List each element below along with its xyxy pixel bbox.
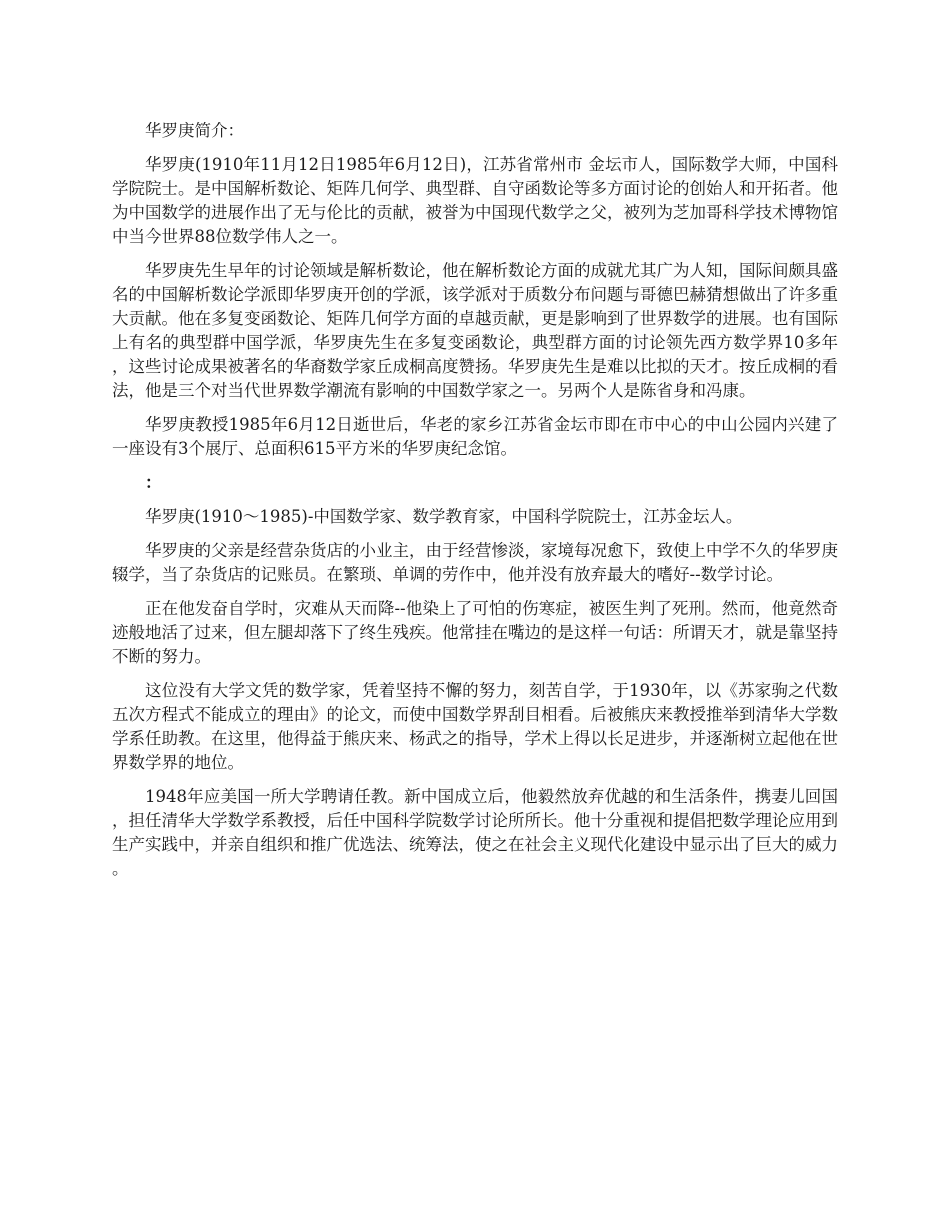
paragraph-short-bio: 华罗庚(1910～1985)-中国数学家、数学教育家，中国科学院院士，江苏金坛人。: [145, 507, 743, 526]
paragraph-biography-summary: 华罗庚(1910年11月12日1985年6月12日)，江苏省常州市 金坛市人，国际数学大师，中国科学院院士。是中国解析数论、矩阵几何学、典型群、自守函数论等多方面讨论的创始人和开拓者。他为中国数学的进展作出了无与伦比的贡献，被誉为中国现代数学之父，被列为芝加哥科学技术博物馆中当今世界88位数学伟人之一。: [112, 155, 838, 246]
paragraph-self-study: 这位没有大学文凭的数学家，凭着坚持不懈的努力，刻苦自学，于1930年，以《苏家驹之代数五次方程式不能成立的理由》的论文，而使中国数学界刮目相看。后被熊庆来教授推举到清华大学数学系任助教。在这里，他得益于熊庆来、杨武之的指导，学术上得以长足进步，并逐渐树立起他在世界数学界的地位。: [112, 681, 838, 772]
document-body: [112, 119, 838, 891]
paragraph-research-field: 华罗庚先生早年的讨论领域是解析数论，他在解析数论方面的成就尤其广为人知，国际间颇具盛名的中国解析数论学派即华罗庚开创的学派，该学派对于质数分布问题与哥德巴赫猜想做出了许多重大贡献。他在多复变函数论、矩阵几何学方面的卓越贡献，更是影响到了世界数学的进展。也有国际上有名的典型群中国学派，华罗庚先生在多复变函数论，典型群方面的讨论领先西方数学界10多年，这些讨论成果被著名的华裔数学家丘成桐高度赞扬。华罗庚先生是难以比拟的天才。按丘成桐的看法，他是三个对当代世界数学潮流有影响的中国数学家之一。另两个人是陈省身和冯康。: [112, 261, 838, 400]
paragraph-early-life: 华罗庚的父亲是经营杂货店的小业主，由于经营惨淡，家境每况愈下，致使上中学不久的华罗庚辍学，当了杂货店的记账员。在繁琐、单调的劳作中，他并没有放弃最大的嗜好--数学讨论。: [112, 541, 838, 584]
paragraph-intro-heading: 华罗庚简介：: [145, 121, 244, 140]
paragraph-colon: ：: [145, 473, 162, 492]
paragraph-return-to-china: 1948年应美国一所大学聘请任教。新中国成立后，他毅然放弃优越的和生活条件，携妻儿回国，担任清华大学数学系教授，后任中国科学院数学讨论所所长。他十分重视和提倡把数学理论应用到生产实践中，并亲自组织和推广优选法、统筹法，使之在社会主义现代化建设中显示出了巨大的威力。: [112, 787, 838, 878]
paragraph-memorial-hall: 华罗庚教授1985年6月12日逝世后，华老的家乡江苏省金坛市即在市中心的中山公园内兴建了一座设有3个展厅、总面积615平方米的华罗庚纪念馆。: [112, 415, 838, 458]
paragraph-illness: 正在他发奋自学时，灾难从天而降--他染上了可怕的伤寒症，被医生判了死刑。然而，他竟然奇迹般地活了过来，但左腿却落下了终生残疾。他常挂在嘴边的是这样一句话：所谓天才，就是靠坚持不断的努力。: [112, 599, 838, 666]
